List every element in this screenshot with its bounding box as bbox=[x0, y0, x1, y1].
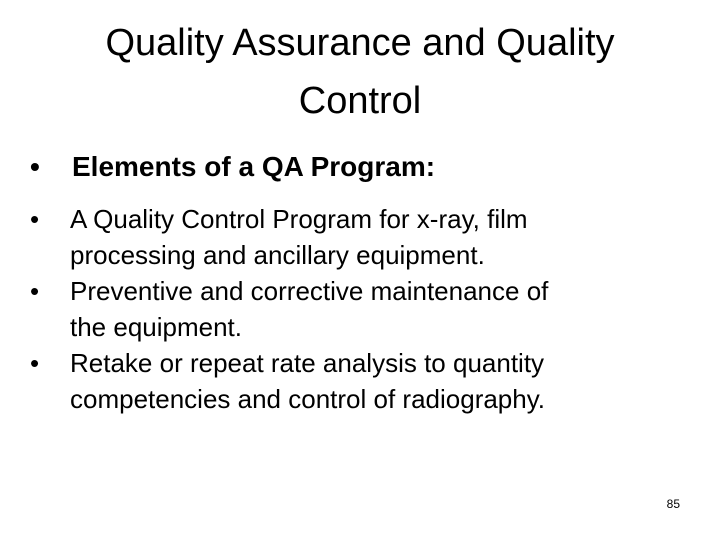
list-item-line: processing and ancillary equipment. bbox=[70, 240, 485, 270]
bullet-glyph: • bbox=[30, 276, 40, 306]
list-item bbox=[30, 345, 690, 417]
section-heading-text: Elements of a QA Program: bbox=[72, 151, 436, 182]
section-heading bbox=[30, 150, 690, 184]
page-number: 85 bbox=[666, 497, 680, 511]
slide-title bbox=[20, 14, 700, 130]
slide-title-line-1: Quality Assurance and Quality bbox=[105, 22, 615, 64]
list-item-line: the equipment. bbox=[70, 312, 243, 342]
list-item-line: Preventive and corrective maintenance of bbox=[70, 276, 549, 306]
list-item-text bbox=[70, 345, 545, 417]
list-item bbox=[30, 201, 690, 273]
list-item-line: Retake or repeat rate analysis to quantity bbox=[70, 348, 545, 378]
list-item-line: competencies and control of radiography. bbox=[70, 384, 546, 414]
bullet-glyph: • bbox=[30, 204, 40, 234]
bullet-glyph: • bbox=[30, 348, 40, 378]
list-item bbox=[30, 273, 690, 345]
list-item-text bbox=[70, 201, 528, 273]
list-item-text bbox=[70, 273, 548, 345]
slide-title-line-2: Control bbox=[298, 80, 422, 122]
bullet-glyph: • bbox=[30, 151, 40, 182]
list-item-line: A Quality Control Program for x-ray, film bbox=[70, 204, 528, 234]
bullet-list bbox=[30, 201, 690, 417]
